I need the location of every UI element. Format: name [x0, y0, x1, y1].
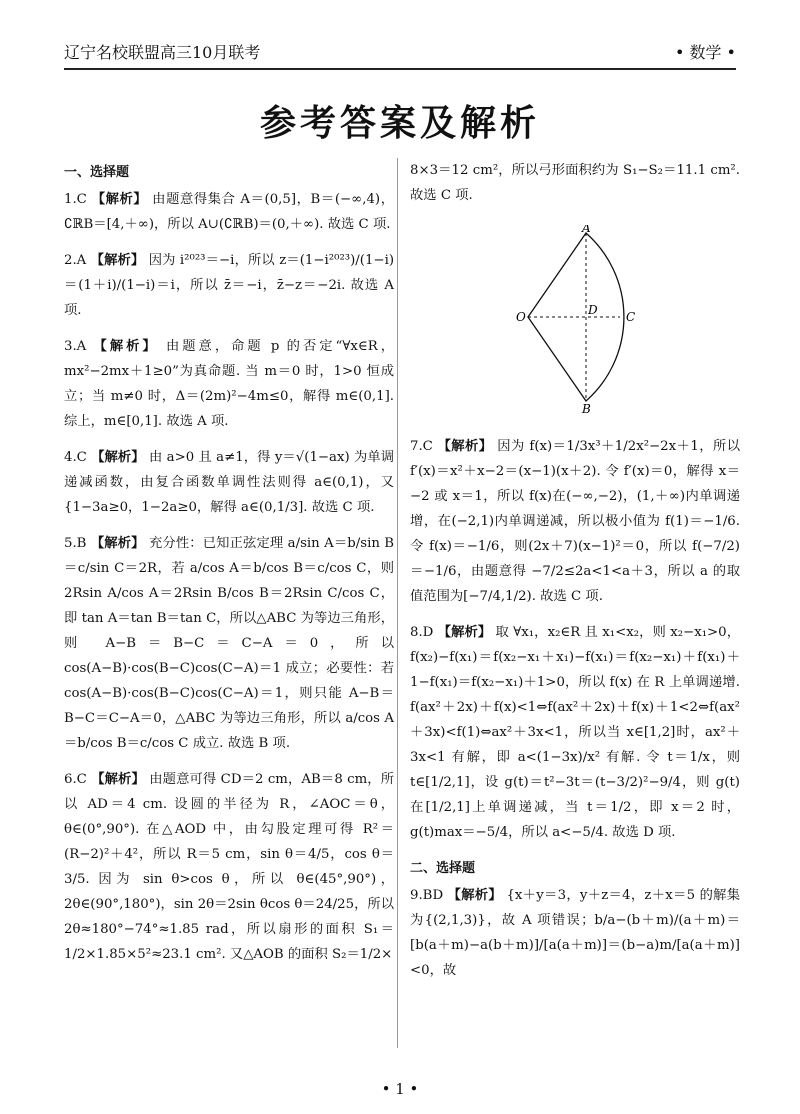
- page-title: 参考答案及解析: [259, 103, 540, 144]
- column-divider: [397, 158, 398, 1048]
- answer-body: 因为 i²⁰²³＝−i，所以 z＝(1−i²⁰²³)/(1−i)＝(1＋i)/(1−i)＝i，所以 z̄＝−i，z̄−z＝−2i. 故选 A 项.: [64, 253, 395, 318]
- analysis-tag: 【解析】: [91, 192, 148, 207]
- section-heading-multi-choice: 二、选择题: [410, 861, 476, 876]
- answer-item-1: [64, 187, 394, 237]
- right-column: [410, 158, 740, 994]
- section-heading-choice: 一、选择题: [64, 165, 130, 180]
- answer-item-6: [64, 767, 394, 967]
- answer-body: 充分性：已知正弦定理 a/sin A＝b/sin B＝c/sin C＝2R，若 a/cos A＝b/cos B＝c/cos C，则 2Rsin A/cos A＝2Rsin B/cos B＝2Rsin C/cos C，即 tan A＝tan B＝tan C，所以△ABC 为等边三角形，则 A−B＝B−C＝C−A＝0，所以 cos(A−B)·cos(B−C)cos(C−A)＝1 成立；必要性：若 cos(A−B)·cos(B−C)cos(C−A)＝1，则只能 A−B＝B−C＝C−A＝0，△ABC 为等边三角形，所以 a/cos A＝b/cos B＝c/cos C 成立. 故选 B 项.: [64, 536, 395, 751]
- sector-figure: [410, 225, 740, 415]
- analysis-tag: 【解析】: [90, 536, 145, 551]
- answer-item-7: [410, 434, 740, 609]
- point-label-b: B: [582, 402, 591, 415]
- point-label-d: D: [588, 303, 598, 317]
- answer-number: 5.B: [64, 536, 87, 551]
- answer-item-4: [64, 445, 394, 520]
- answer-item-6-continued: [410, 158, 740, 208]
- answer-number: 2.A: [64, 253, 87, 268]
- analysis-tag: 【解析】: [91, 450, 145, 465]
- answer-number: 7.C: [410, 439, 433, 454]
- analysis-tag: 【解析】: [437, 625, 492, 640]
- answer-item-5: [64, 531, 394, 756]
- point-label-c: C: [626, 310, 636, 324]
- analysis-tag: 【解析】: [91, 772, 145, 787]
- left-column: [64, 158, 394, 978]
- header-subject: • 数学 •: [674, 43, 736, 62]
- analysis-tag: 【解析】: [93, 339, 159, 354]
- analysis-tag: 【解析】: [437, 439, 493, 454]
- page-number: • 1 •: [381, 1080, 419, 1098]
- answer-body: 8×3＝12 cm²，所以弓形面积约为 S₁−S₂＝11.1 cm². 故选 C 项.: [410, 163, 740, 203]
- answer-body: 由题意，命题 p 的否定“∀x∈R，mx²−2mx＋1≥0”为真命题. 当 m＝0 时，1>0 恒成立；当 m≠0 时，Δ＝(2m)²−4m≤0，解得 m∈(0,1]. 综上，m∈[0,1]. 故选 A 项.: [64, 339, 394, 429]
- answer-number: 4.C: [64, 450, 87, 465]
- analysis-tag: 【解析】: [90, 253, 145, 268]
- answer-item-8: [410, 620, 740, 845]
- answer-body: 由题意得集合 A＝(0,5]，B＝(−∞,4)，∁ℝB＝[4,＋∞)，所以 A∪(∁ℝB)＝(0,＋∞). 故选 C 项.: [64, 192, 395, 232]
- answer-number: 6.C: [64, 772, 87, 787]
- answer-body: 取 ∀x₁，x₂∈R 且 x₁<x₂，则 x₂−x₁>0，f(x₂)−f(x₁)＝f(x₂−x₁＋x₁)−f(x₁)＝f(x₂−x₁)＋f(x₁)＋1−f(x₁)＝f(x₂−x₁)＋1>0，所以 f(x) 在 R 上单调递增. f(ax²＋2x)＋f(x)<1⇔f(ax²＋2x)＋f(x)＋1<2⇔f(ax²＋3x)<f(1)⇔ax²＋3x<1，所以当 x∈[1,2]时，ax²＋3x<1 有解，即 a<(1−3x)/x² 有解. 令 t＝1/x，则 t∈[1/2,1]，设 g(t)＝t²−3t＝(t−3/2)²−9/4，则 g(t)在[1/2,1]上单调递减，当 t＝1/2，即 x＝2 时，g(t)max＝−5/4，所以 a<−5/4. 故选 D 项.: [410, 625, 741, 840]
- answer-body: 由题意可得 CD＝2 cm，AB＝8 cm，所以 AD＝4 cm. 设圆的半径为 R，∠AOC＝θ，θ∈(0°,90°). 在△AOD 中，由勾股定理可得 R²＝(R−2)²＋4²，所以 R＝5 cm，sin θ＝4/5，cos θ＝3/5. 因为 sin θ>cos θ，所以 θ∈(45°,90°)，2θ∈(90°,180°)，sin 2θ＝2sin θcos θ＝24/25，所以 2θ≈180°−74°≈1.85 rad，所以扇形的面积 S₁＝1/2×1.85×5²≈23.1 cm². 又△AOB 的面积 S₂＝1/2×: [64, 772, 395, 962]
- page-header: [64, 38, 736, 70]
- answer-body: 由 a>0 且 a≠1，得 y＝√(1−ax) 为单调递减函数，由复合函数单调性法则得 a∈(0,1)，又 {1−3a≥0，1−2a≥0，解得 a∈(0,1/3]. 故选 C 项.: [64, 450, 395, 515]
- point-label-a: A: [582, 225, 591, 235]
- analysis-tag: 【解析】: [447, 888, 502, 903]
- answer-number: 1.C: [64, 192, 87, 207]
- header-exam-title: 辽宁名校联盟高三10月联考: [64, 43, 261, 62]
- answer-number: 3.A: [64, 339, 87, 354]
- answer-body: {x＋y＝3，y＋z＝4，z＋x＝5 的解集为{(2,1,3)}，故 A 项错误；b/a−(b＋m)/(a＋m)＝[b(a＋m)−a(b＋m)]/[a(a＋m)]＝(b−a)m/[a(a＋m)]<0，故: [410, 888, 741, 978]
- answer-number: 9.BD: [410, 888, 444, 903]
- answer-item-2: [64, 248, 394, 323]
- answer-item-9: [410, 883, 740, 983]
- answer-item-3: [64, 334, 394, 434]
- answer-body: 因为 f(x)＝1/3x³＋1/2x²−2x＋1，所以 f′(x)＝x²＋x−2＝(x−1)(x＋2). 令 f′(x)＝0，解得 x＝−2 或 x＝1，所以 f(x)在(−∞,−2)，(1,＋∞)内单调递增，在(−2,1)内单调递减，所以极小值为 f(1)＝−1/6. 令 f(x)＝−1/6，则(2x＋7)(x−1)²＝0，所以 f(−7/2)＝−1/6，由题意得 −7/2≤2a<1<a＋3，所以 a 的取值范围为[−7/4,1/2). 故选 C 项.: [410, 439, 741, 604]
- point-label-o: O: [516, 310, 526, 324]
- answer-number: 8.D: [410, 625, 434, 640]
